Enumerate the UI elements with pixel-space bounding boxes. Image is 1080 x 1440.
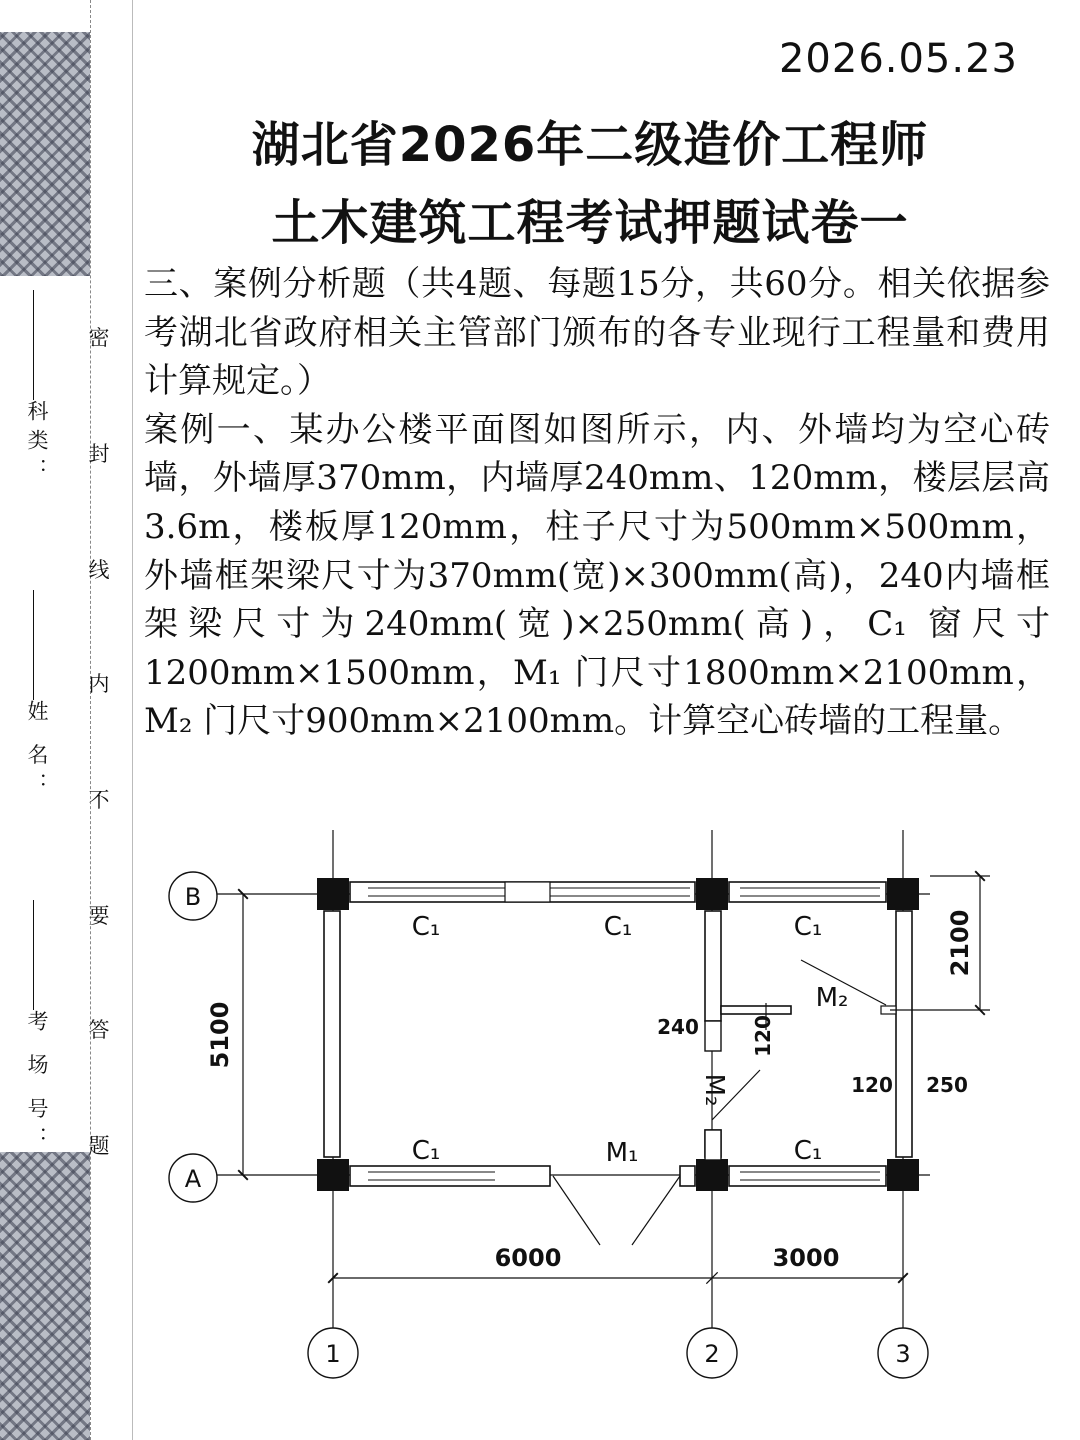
seal-char: 要 (88, 904, 110, 928)
dim-250: 250 (926, 1073, 968, 1097)
seal-char: 封 (88, 442, 110, 466)
page-title-line2: 土木建筑工程考试押题试卷一 (271, 195, 909, 251)
label-c1: C₁ (411, 1136, 441, 1166)
seal-char: 题 (88, 1134, 110, 1158)
name-field (22, 590, 52, 802)
dim-120: 120 (751, 1015, 775, 1057)
label-c1: C₁ (793, 1136, 823, 1166)
dim-5100: 5100 (206, 1001, 234, 1069)
axis-bubbles (169, 872, 928, 1378)
label-c1: C₁ (411, 912, 441, 942)
exam-no-label: 考 场 号： (25, 1010, 49, 1156)
dim-3000: 3000 (772, 1244, 840, 1272)
floor-plan-drawing (150, 820, 990, 1420)
name-label: 姓 名： (25, 700, 49, 802)
binding-line (90, 0, 91, 1440)
exam-no-field (22, 900, 52, 1155)
question-text (144, 260, 1050, 746)
subject-field (22, 290, 52, 487)
page-title-line1: 湖北省2026年二级造价工程师 (251, 117, 929, 173)
axis-label-b: B (184, 883, 202, 911)
axis-label-3: 3 (895, 1340, 911, 1368)
label-m2: M₂ (815, 983, 849, 1013)
axis-label-1: 1 (325, 1340, 341, 1368)
label-c1: C₁ (793, 912, 823, 942)
seal-char: 不 (88, 788, 110, 812)
axis-label-a: A (184, 1165, 202, 1193)
dim-120-b: 120 (851, 1073, 893, 1097)
seal-char: 线 (88, 558, 110, 582)
dim-6000: 6000 (494, 1244, 562, 1272)
seal-char: 内 (88, 672, 110, 696)
axis-label-2: 2 (704, 1340, 720, 1368)
margin-line (132, 0, 133, 1440)
margin-pattern-bottom (0, 1152, 90, 1440)
margin-pattern-top (0, 32, 90, 276)
label-m1: M₁ (605, 1138, 639, 1168)
seal-char: 密 (88, 326, 110, 350)
label-m2: M₂ (699, 1073, 729, 1107)
case-one-text: 案例一、某办公楼平面图如图所示，内、外墙均为空心砖墙，外墙厚370mm，内墙厚240mm、120mm，楼层层高3.6m，楼板厚120mm，柱子尺寸为500mm×500mm，外墙框架梁尺寸为370mm(宽)×300mm(高)，240内墙框架梁尺寸为240mm(宽)×250mm(高)，C₁ 窗尺寸1200mm×1500mm，M₁ 门尺寸1800mm×2100mm，M₂ 门尺寸900mm×2100mm。计算空心砖墙的工程量。 (144, 409, 1050, 742)
seal-char: 答 (88, 1018, 110, 1042)
dim-2100: 2100 (946, 909, 974, 977)
section-heading: 三、案例分析题（共4题、每题15分，共60分。相关依据参考湖北省政府相关主管部门颁布的各专业现行工程量和费用计算规定。） (144, 264, 1050, 402)
subject-label: 科类： (25, 400, 49, 487)
label-c1: C₁ (603, 912, 633, 942)
exam-date: 2026.05.23 (778, 36, 1018, 82)
dim-240: 240 (657, 1015, 699, 1039)
